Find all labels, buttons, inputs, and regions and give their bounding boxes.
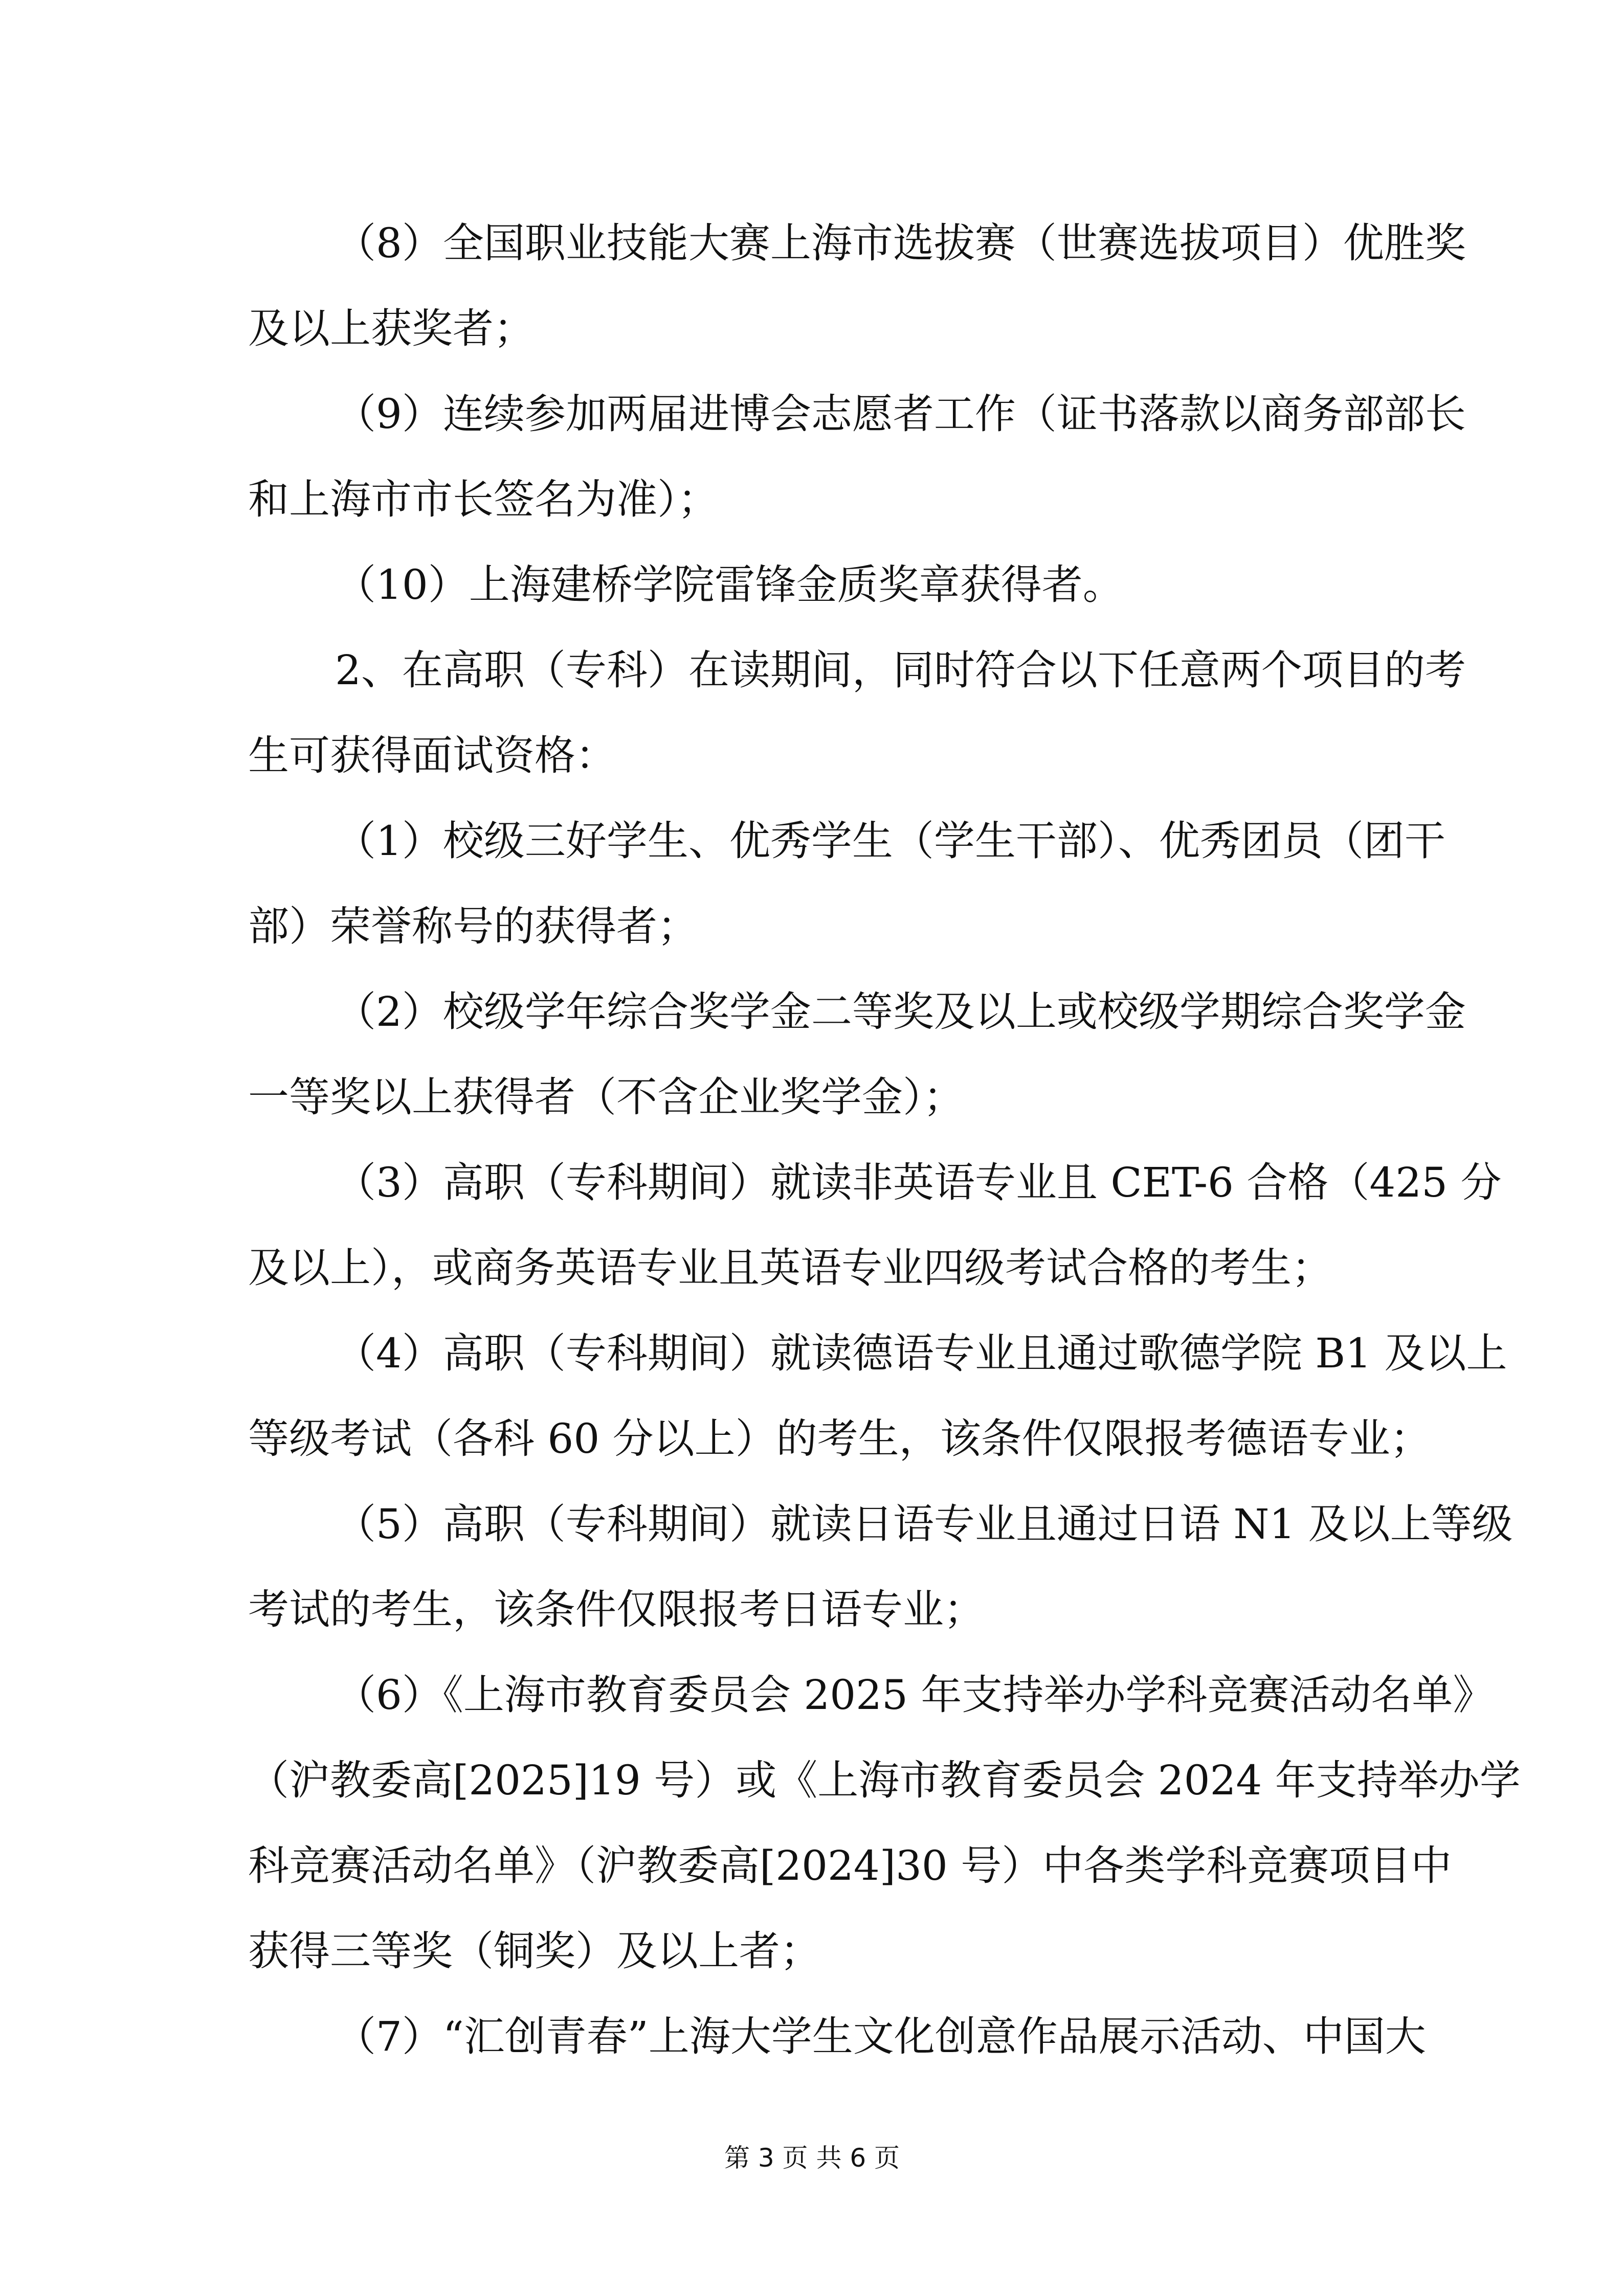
text-line: （5）高职（专科期间）就读日语专业且通过日语 N1 及以上等级 xyxy=(335,1500,1513,1548)
text-line: 和上海市市长签名为准）； xyxy=(248,476,719,523)
text-line: 生可获得面试资格： xyxy=(248,732,616,779)
text-line: （1）校级三好学生、优秀学生（学生干部）、优秀团员（团干 xyxy=(335,817,1445,865)
text-line: 2、在高职（专科）在读期间，同时符合以下任意两个项目的考 xyxy=(335,646,1466,694)
text-line: （2）校级学年综合奖学金二等奖及以上或校级学期综合奖学金 xyxy=(335,988,1466,1036)
text-line: 科竞赛活动名单》（沪教委高[2024]30 号）中各类学科竞赛项目中 xyxy=(248,1842,1452,1889)
text-line: 考试的考生，该条件仅限报考日语专业； xyxy=(248,1586,985,1633)
text-line: （10）上海建桥学院雷锋金质奖章获得者。 xyxy=(335,561,1124,609)
text-line: （7）“汇创青春”上海大学生文化创意作品展示活动、中国大 xyxy=(335,2013,1426,2060)
text-line: （9）连续参加两届进博会志愿者工作（证书落款以商务部部长 xyxy=(335,390,1466,438)
text-line: 等级考试（各科 60 分以上）的考生，该条件仅限报考德语专业； xyxy=(248,1415,1431,1462)
text-line: 部）荣誉称号的获得者； xyxy=(248,903,698,950)
text-line: （6）《上海市教育委员会 2025 年支持举办学科竞赛活动名单》 xyxy=(335,1671,1494,1719)
text-line: 及以上获奖者； xyxy=(248,305,535,352)
page-footer: 第 3 页 共 6 页 xyxy=(724,2143,900,2173)
text-line: 获得三等奖（铜奖）及以上者； xyxy=(248,1927,821,1975)
text-line: 及以上），或商务英语专业且英语专业四级考试合格的考生； xyxy=(248,1244,1332,1292)
text-line: 一等奖以上获得者（不含企业奖学金）； xyxy=(248,1073,964,1121)
text-line: （沪教委高[2025]19 号）或《上海市教育委员会 2024 年支持举办学 xyxy=(248,1757,1521,1804)
text-line: （4）高职（专科期间）就读德语专业且通过歌德学院 B1 及以上 xyxy=(335,1330,1507,1377)
text-line: （8）全国职业技能大赛上海市选拔赛（世赛选拔项目）优胜奖 xyxy=(335,219,1466,267)
text-line: （3）高职（专科期间）就读非英语专业且 CET-6 合格（425 分 xyxy=(335,1159,1502,1206)
